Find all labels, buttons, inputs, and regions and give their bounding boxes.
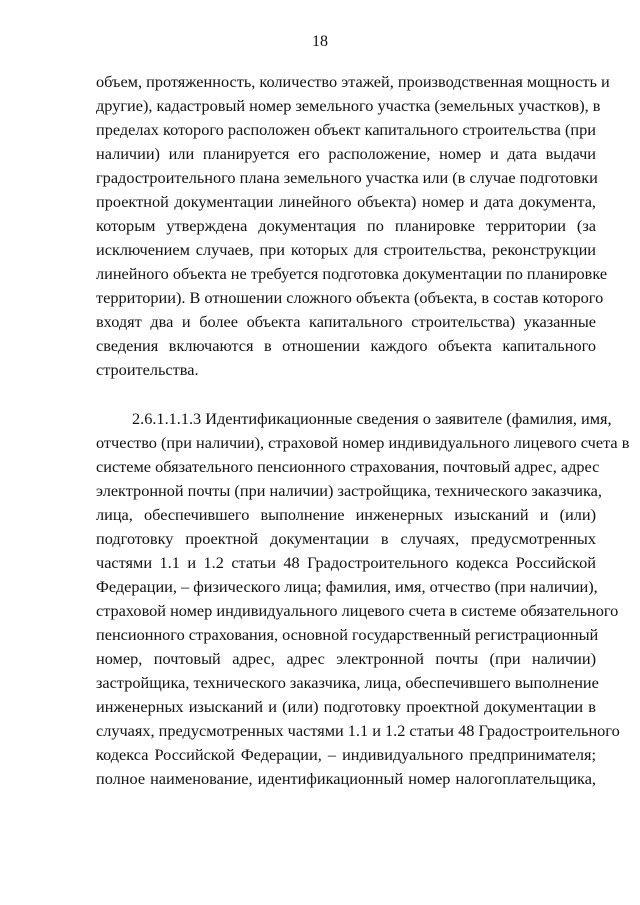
text-line: другие), кадастровый номер земельного участка (земельных участков), в (96, 96, 601, 115)
text-line: подготовку проектной документации в случаях, предусмотренных (96, 529, 596, 548)
text-line: которым утверждена документация по планировке территории (за (96, 216, 596, 235)
text-line: отчество (при наличии), страховой номер индивидуального лицевого счета в (96, 433, 630, 452)
text-line: наличии) или планируется его расположение, номер и дата выдачи (96, 144, 596, 163)
text-line: объем, протяженность, количество этажей, производственная мощность и (96, 72, 610, 91)
text-line: электронной почты (при наличии) застройщика, технического заказчика, (96, 481, 602, 500)
text-line: Федерации, – физического лица; фамилия, имя, отчество (при наличии), (96, 577, 598, 596)
text-line: сведения включаются в отношении каждого объекта капитального (96, 336, 596, 355)
text-line: случаях, предусмотренных частями 1.1 и 1.2 статьи 48 Градостроительного (96, 721, 620, 740)
text-line: строительства. (96, 360, 199, 379)
text-line: проектной документации линейного объекта) номер и дата документа, (96, 192, 596, 211)
text-line: исключением случаев, при которых для строительства, реконструкции (96, 240, 596, 259)
text-line: страховой номер индивидуального лицевого счета в системе обязательного (96, 601, 619, 620)
text-line: системе обязательного пенсионного страхования, почтовый адрес, адрес (96, 457, 600, 476)
text-line: номер, почтовый адрес, адрес электронной почты (при наличии) (96, 649, 596, 668)
paragraph-applicant-details (96, 407, 630, 791)
text-line: территории). В отношении сложного объекта (объекта, в состав которого (96, 288, 604, 307)
paragraph-object-details (96, 70, 610, 382)
text-line: градостроительного плана земельного участка или (в случае подготовки (96, 168, 598, 187)
text-line: частями 1.1 и 1.2 статьи 48 Градостроительного кодекса Российской (96, 553, 596, 572)
text-line: полное наименование, идентификационный номер налогоплательщика, (96, 769, 596, 788)
text-line: пенсионного страхования, основной государственный регистрационный (96, 625, 599, 644)
text-line: линейного объекта не требуется подготовка документации по планировке (96, 264, 608, 283)
text-line: пределах которого расположен объект капитального строительства (при (96, 120, 596, 139)
text-line: 2.6.1.1.1.3 Идентификационные сведения о заявителе (фамилия, имя, (132, 409, 612, 428)
text-line: лица, обеспечившего выполнение инженерных изысканий и (или) (96, 505, 596, 524)
text-line: кодекса Российской Федерации, – индивидуального предпринимателя; (96, 745, 596, 764)
text-line: инженерных изысканий и (или) подготовку проектной документации в (96, 697, 596, 716)
text-line: входят два и более объекта капитального строительства) указанные (96, 312, 596, 331)
page-number: 18 (312, 33, 328, 50)
text-line: застройщика, технического заказчика, лица, обеспечившего выполнение (96, 673, 599, 692)
